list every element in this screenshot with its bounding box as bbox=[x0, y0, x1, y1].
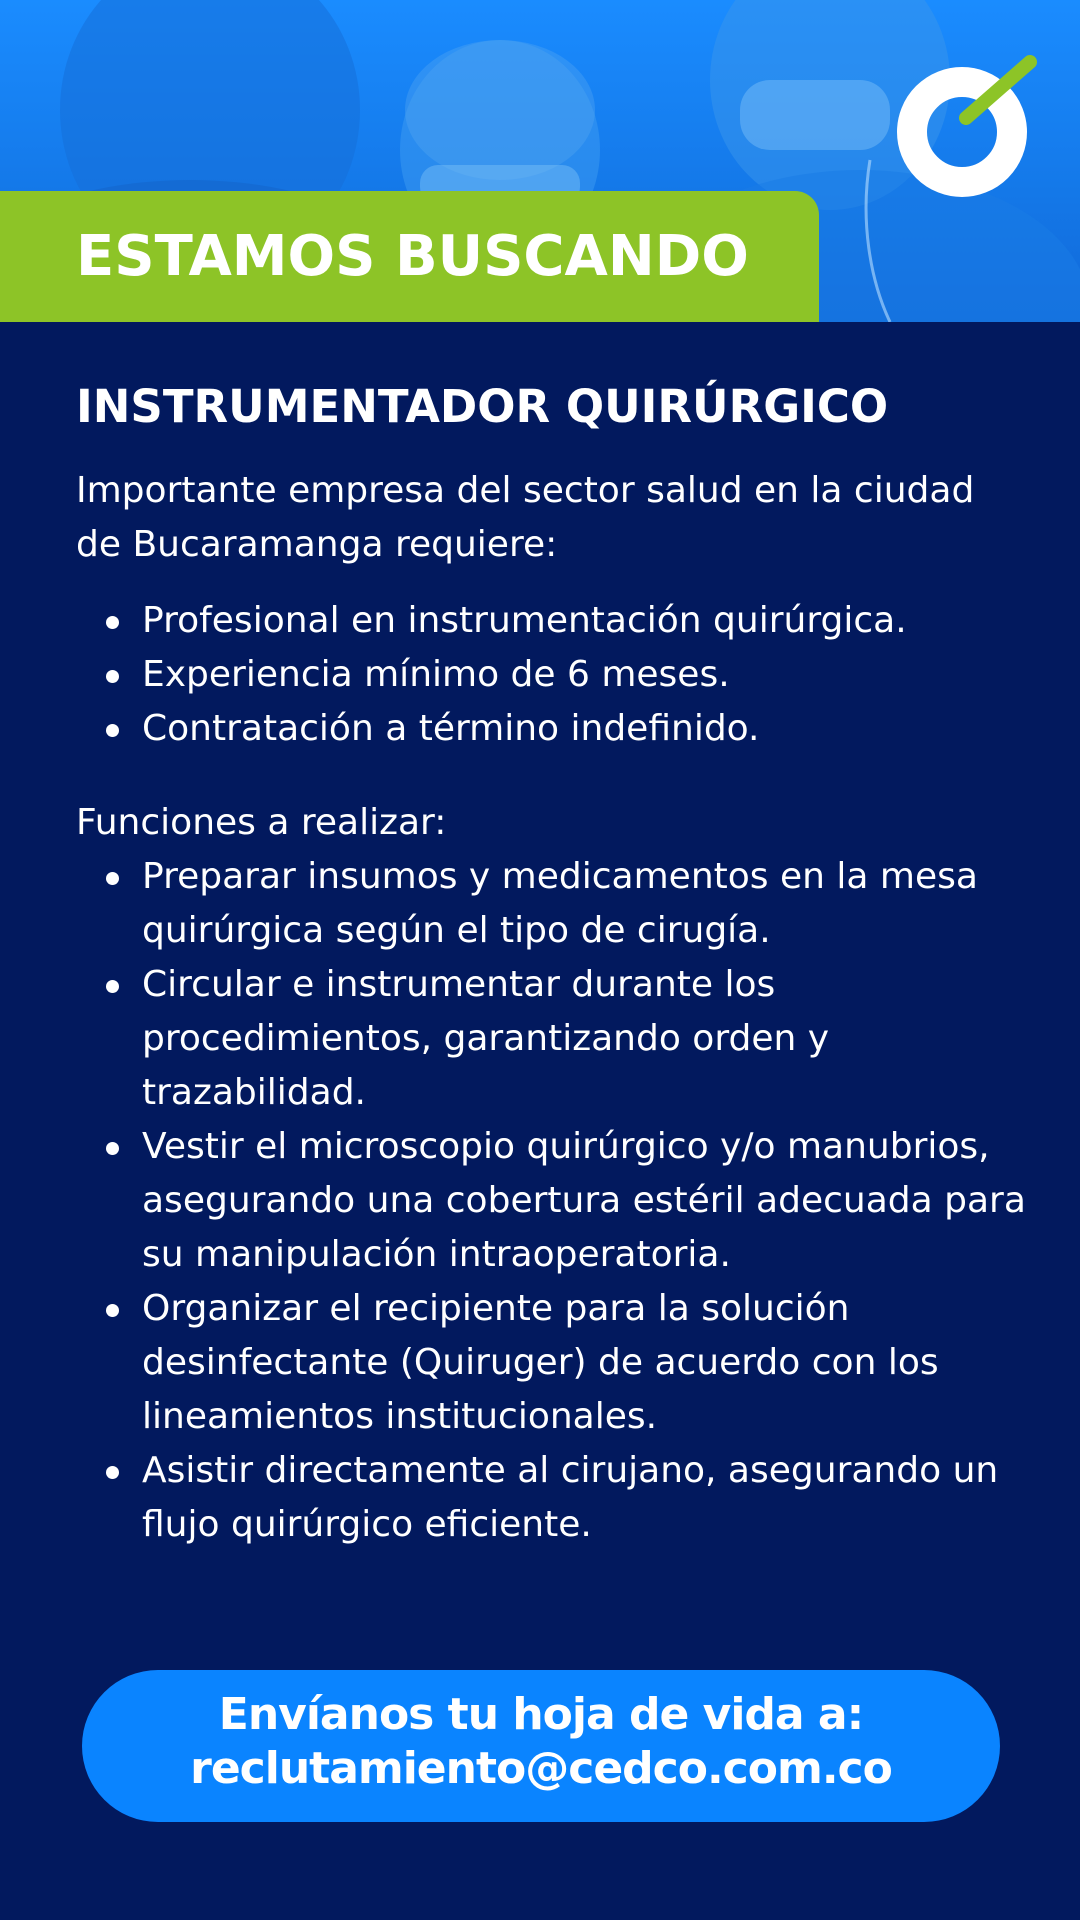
email-link[interactable]: reclutamiento@cedco.com.co bbox=[190, 1743, 892, 1794]
headline-text: ESTAMOS BUSCANDO bbox=[76, 224, 749, 289]
bullet-icon bbox=[106, 872, 119, 885]
cta-text: Envíanos tu hoja de vida a: bbox=[218, 1689, 864, 1740]
intro-text: Importante empresa del sector salud en la ciudad de Bucaramanga requiere: bbox=[76, 470, 975, 565]
bullet-icon bbox=[106, 670, 119, 683]
list-item-text: Asistir directamente al cirujano, asegurando un flujo quirúrgico eficiente. bbox=[142, 1450, 999, 1545]
list-item-text: Preparar insumos y medicamentos en la mesa quirúrgica según el tipo de cirugía. bbox=[142, 856, 978, 951]
list-item-text: Vestir el microscopio quirúrgico y/o manubrios, asegurando una cobertura estéril adecuada para su manipulación intraoperatoria. bbox=[142, 1126, 1026, 1275]
send-cv-button[interactable] bbox=[82, 1670, 1000, 1822]
bullet-icon bbox=[106, 724, 119, 737]
requirements-list bbox=[76, 594, 1036, 756]
list-item bbox=[76, 850, 1036, 958]
bullet-icon bbox=[106, 1304, 119, 1317]
list-item bbox=[76, 702, 1036, 756]
list-item-text: Experiencia mínimo de 6 meses. bbox=[142, 654, 730, 695]
list-item-text: Profesional en instrumentación quirúrgica. bbox=[142, 600, 907, 641]
list-item bbox=[76, 1282, 1036, 1444]
functions-heading: Funciones a realizar: bbox=[76, 802, 447, 843]
list-item bbox=[76, 1120, 1036, 1282]
job-title: INSTRUMENTADOR QUIRÚRGICO bbox=[76, 380, 889, 433]
list-item bbox=[76, 648, 1036, 702]
bullet-icon bbox=[106, 616, 119, 629]
bullet-icon bbox=[106, 1466, 119, 1479]
bullet-icon bbox=[106, 980, 119, 993]
list-item bbox=[76, 1444, 1036, 1552]
list-item-text: Contratación a término indefinido. bbox=[142, 708, 760, 749]
list-item bbox=[76, 594, 1036, 648]
list-item bbox=[76, 958, 1036, 1120]
list-item-text: Organizar el recipiente para la solución desinfectante (Quiruger) de acuerdo con los lineamientos institucionales. bbox=[142, 1288, 939, 1437]
cedco-logo-icon bbox=[896, 54, 1042, 200]
list-item-text: Circular e instrumentar durante los procedimientos, garantizando orden y trazabilidad. bbox=[142, 964, 830, 1113]
functions-list bbox=[76, 850, 1036, 1552]
bullet-icon bbox=[106, 1142, 119, 1155]
